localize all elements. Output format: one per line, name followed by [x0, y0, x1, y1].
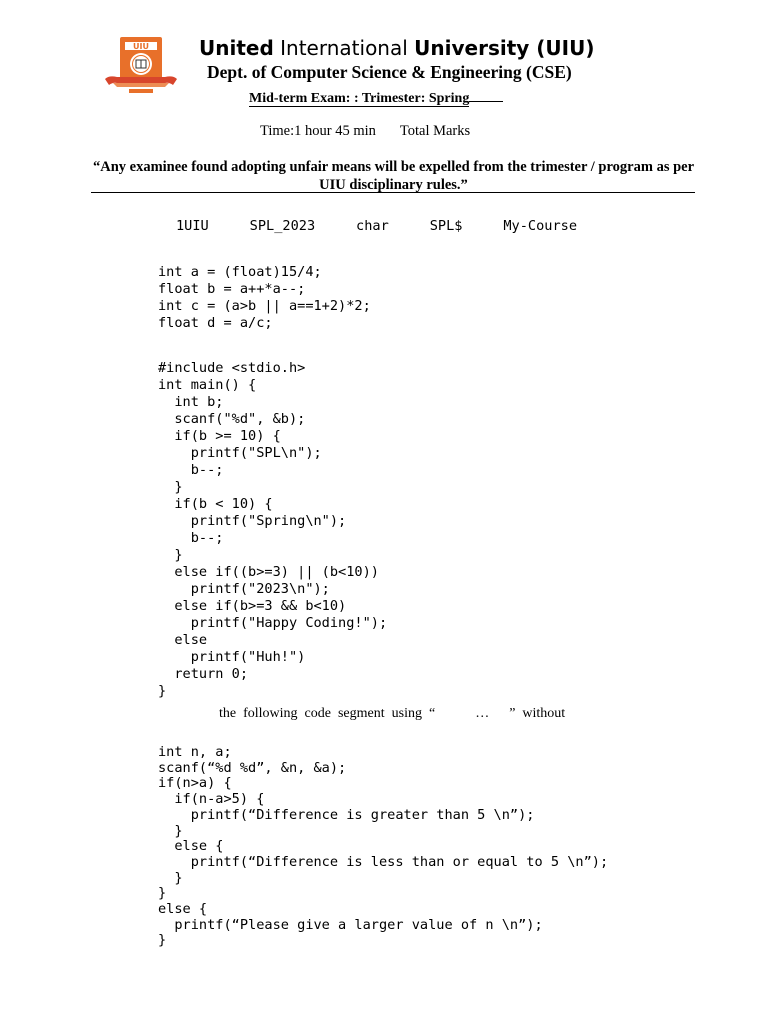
question-text: the following code segment using “ … ” without: [219, 706, 566, 721]
code-segment-1: int a = (float)15/4; float b = a++*a--; int c = (a>b || a==1+2)*2; float d = a/c;: [158, 264, 371, 331]
warning-notice: “Any examinee found adopting unfair means will be expelled from the trimester / program as per UIU disciplinary rules.”: [92, 159, 695, 193]
identifier-tokens: 1UIU SPL_2023 char SPL$ My-Course: [176, 218, 578, 234]
time-marks-line: [260, 123, 470, 140]
exam-time: Time:1 hour 45 min: [260, 123, 376, 139]
university-title: United International University (UIU): [199, 36, 595, 60]
logo-text: UIU: [133, 42, 149, 51]
exam-info: Mid-term Exam: : Trimester: Spring: [249, 89, 503, 107]
code-segment-2: #include <stdio.h> int main() { int b; scanf("%d", &b); if(b >= 10) { printf("SPL\n"); b--; } if(b < 10) { printf("Spring\n"); b--; } else if((b>=3) || (b<10)) printf("2023\n"); else if(b>=3 && b<10) printf("Happy Coding!"); else printf("Huh!") return 0; }: [158, 360, 388, 699]
total-marks-label: Total Marks: [399, 123, 471, 139]
blank-underline: [469, 89, 503, 102]
university-logo: [103, 35, 179, 95]
code-segment-3: int n, a; scanf(“%d %d”, &n, &a); if(n>a) { if(n-a>5) { printf(“Difference is greater than 5 \n”); } else { printf(“Difference is less than or equal to 5 \n”); } } else { printf(“Please give a larger value of n \n”); }: [158, 744, 609, 949]
department-name: Dept. of Computer Science & Engineering (CSE): [207, 62, 572, 82]
header-divider: [91, 192, 695, 193]
